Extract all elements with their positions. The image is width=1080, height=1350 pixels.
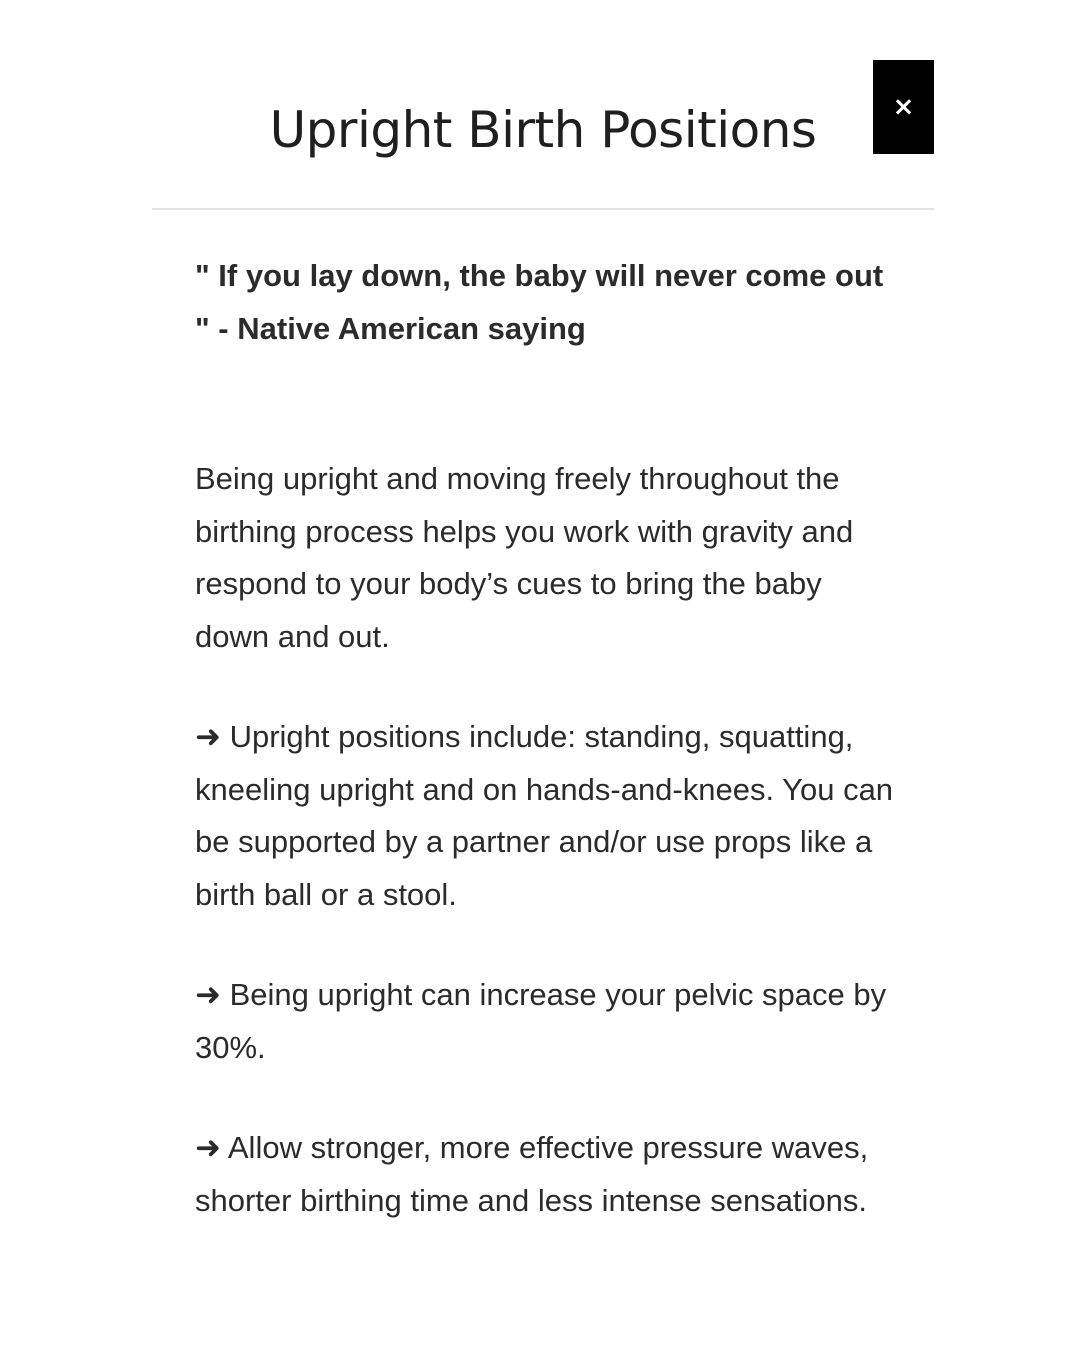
- point-pressure-waves: ➜ Allow stronger, more effective pressure waves, shorter birthing time and less intense sensations.: [195, 1130, 877, 1218]
- page-title: Upright Birth Positions: [269, 101, 817, 159]
- close-button[interactable]: [873, 60, 934, 154]
- modal-header: [152, 0, 934, 210]
- quote-text: " If you lay down, the baby will never come out " - Native American saying: [195, 258, 892, 346]
- modal-body: [195, 250, 902, 1227]
- intro-paragraph: Being upright and moving freely throughout the birthing process helps you work with gravity and respond to your body’s cues to bring the baby down and out.: [195, 461, 862, 654]
- close-icon: ×: [892, 92, 915, 122]
- point-pelvic-space: ➜ Being upright can increase your pelvic space by 30%.: [195, 977, 895, 1065]
- point-upright-positions: ➜ Upright positions include: standing, squatting, kneeling upright and on hands-and-knees. You can be supported by a partner and/or use props like a birth ball or a stool.: [195, 719, 902, 912]
